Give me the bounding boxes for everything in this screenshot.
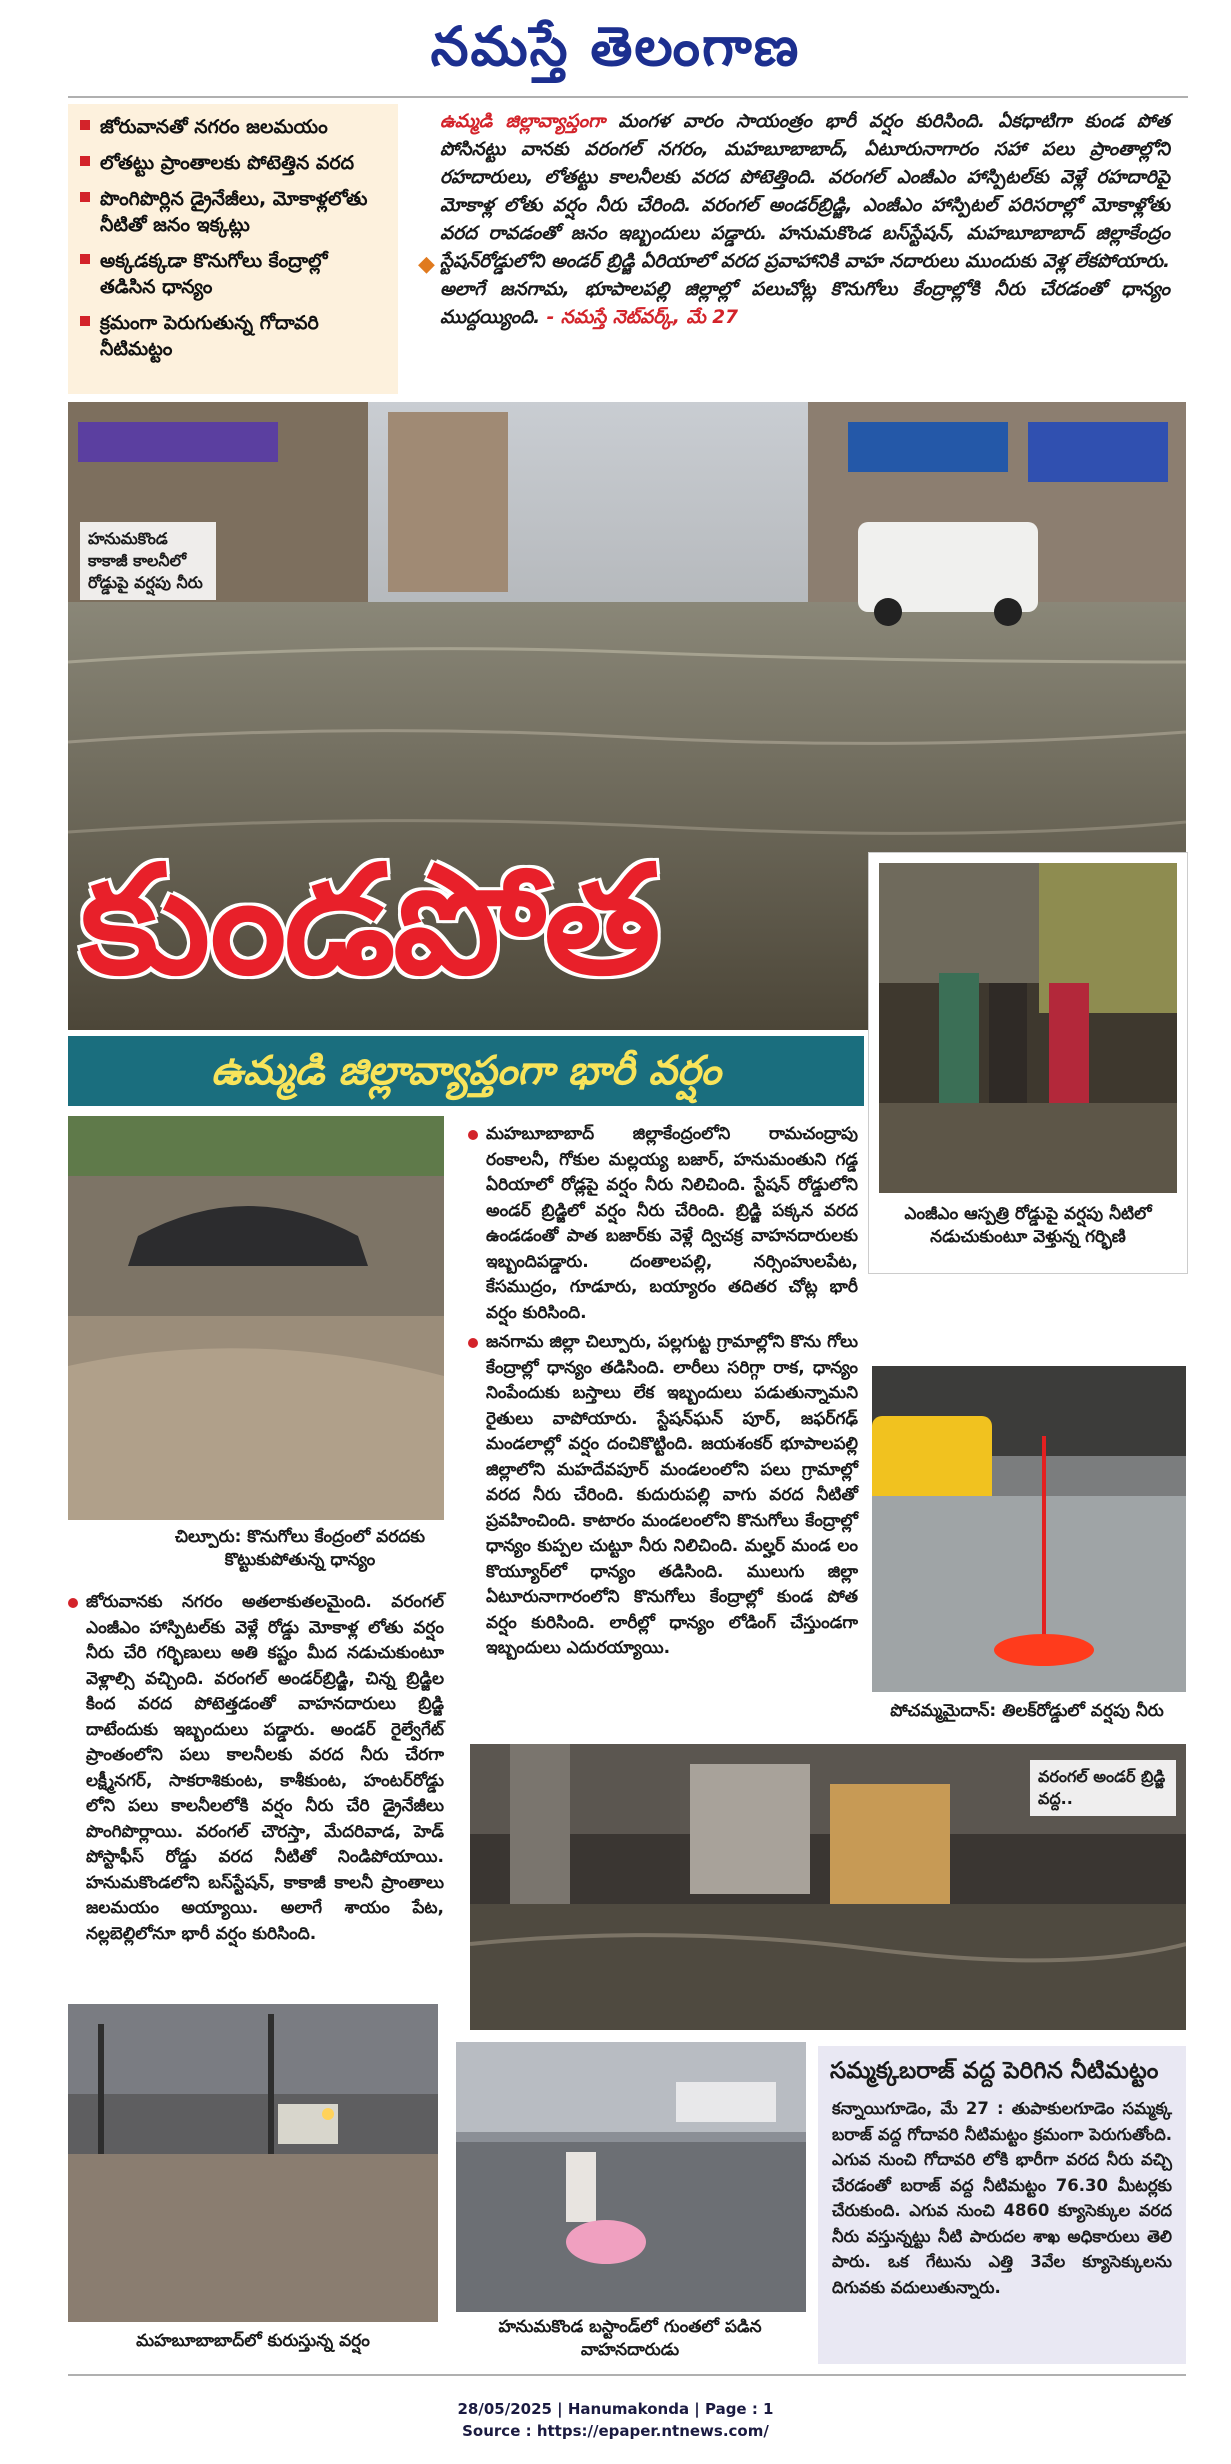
intro-lead: ఉమ్మడి జిల్లావ్యాప్తంగా bbox=[440, 111, 606, 132]
headline: కుండపోత bbox=[80, 832, 659, 1008]
bullet-icon bbox=[80, 316, 90, 326]
grain-photo-caption: చిల్పూరు: కొనుగోలు కేంద్రంలో వరదకు కొట్టుకుపోతున్న ధాన్యం bbox=[174, 1527, 426, 1570]
top-divider bbox=[68, 96, 1188, 98]
sidebox-title: సమ్మక్కబరాజ్ వద్ద పెరిగిన నీటిమట్టం bbox=[830, 2058, 1159, 2084]
highlight-item: క్రమంగా పెరుగుతున్న గోదావరి నీటిమట్టం bbox=[78, 310, 388, 362]
diamond-ornament-icon: ◆ bbox=[418, 252, 435, 277]
masthead bbox=[0, 0, 1231, 92]
bullet-icon bbox=[80, 120, 90, 130]
paragraph: జనగామ జిల్లా చిల్పూరు, పల్లగుట్ట గ్రామాల్లోని కొను గోలు కేంద్రాల్లో ధాన్యం తడిసింది. లారీలు సరిగ్గా రాక, ధాన్యం నింపేందుకు బస్తాలు లేక ఇబ్బందులు పడుతున్నామని రైతులు వాపోయారు. స్టేషన్‌ఘన్ పూర్, జఫర్‌గఢ్ మండలాల్లో వర్షం దంచికొట్టింది. జయశంకర్ భూపాలపల్లి జిల్లాలోని మహదేవపూర్ మండలంలోని పలు గ్రామాల్లో వరద నీరు చేరింది. కుదురుపల్లి వాగు వరద నీటితో ప్రవహించింది. కాటారం మండలంలోని కొనుగోలు కేంద్రాల్లో ధాన్యం కుప్పల చుట్టూ నీరు నిలిచింది. మల్హర్ మండ లం కొయ్యూర్‌లో ధాన్యం తడిసింది. ములుగు జిల్లా ఏటూరునాగారంలోని కొనుగోలు కేంద్రాల్లో కుండ పోత వర్షం కురిసింది. లారీల్లో ధాన్యం లోడింగ్ చేస్తుండగా ఇబ్బందులు ఎదురయ్యాయి. bbox=[468, 1330, 858, 1662]
subheadline-banner: ఉమ్మడి జిల్లావ్యాప్తంగా భారీ వర్షం bbox=[68, 1036, 864, 1106]
grain-heap-in-water-image bbox=[68, 1116, 444, 1520]
sammakka-barrage-box bbox=[818, 2046, 1186, 2364]
bullet-icon bbox=[68, 1598, 78, 1608]
bullet-icon bbox=[80, 192, 90, 202]
footer-date-edition: 28/05/2025 | Hanumakonda | Page : 1 bbox=[457, 2400, 774, 2418]
tilak-road-water-image bbox=[872, 1366, 1186, 1692]
mahabubabad-photo bbox=[68, 2004, 438, 2322]
mahabubabad-photo-caption: మహబూబాబాద్‌లో కురుస్తున్న వర్షం bbox=[136, 2331, 370, 2351]
busstand-photo bbox=[456, 2042, 806, 2312]
paragraph: జోరువానకు నగరం అతలాకుతలమైంది. వరంగల్ ఎంజీఎం హాస్పిటల్‌కు వెళ్లే రోడ్డు మోకాళ్ల లోతు వర్షం నీరు చేరి గర్భిణులు అతి కష్టం మీద నడుచుకుంటూ వెళ్లాల్సి వచ్చింది. వరంగల్ అండర్‌బ్రిడ్జి, చిన్న బ్రిడ్జిల కింద వరద పోటెత్తడంతో వాహనదారులు బ్రిడ్జి దాటేందుకు ఇబ్బందులు పడ్డారు. అండర్ రైల్వేగేట్ ప్రాంతంలోని పలు కాలనీలకు వరద నీరు చేరగా లక్ష్మీనగర్, సాకరాశికుంట, కాశీకుంట, హంటర్‌రోడ్డు లోని పలు కాలనీలలోకి వర్షం నీరు చేరి డ్రైనేజీలు పొంగిపొర్లాయి. వరంగల్ చౌరస్తా, మేదరివాడ, హెడ్ పోస్టాఫీస్ రోడ్డు వరద నీటితో నిండిపోయాయి. హనుమకొండలోని బస్‌స్టేషన్, కాకాజీ కాలనీ ప్రాంతాలు జలమయం అయ్యాయి. అలాగే శాయం పేట, నల్లబెల్లిలోనూ భారీ వర్షం కురిసింది. bbox=[68, 1590, 444, 1947]
intro-body: మంగళ వారం సాయంత్రం భారీ వర్షం కురిసింది. ఏకధాటిగా కుండ పోత పోసినట్టు వానకు వరంగల్ నగరం, మహబూబాబాద్, ఏటూరునాగారం సహా పలు ప్రాంతాల్లోని రహదారులు, లోతట్టు కాలనీలకు వరద పోటెత్తింది. వరంగల్ ఎంజీఎం హాస్పిటల్‌కు వెళ్లే రహదారిపై మోకాళ్ల లోతు వర్షం నీరు చేరింది. వరంగల్ అండర్‌బ్రిడ్జి, ఎంజీఎం హాస్పిటల్ పరిసరాల్లో మోకాళ్లోతు వరద రావడంతో జనం ఇబ్బందులు పడ్డారు. హనుమకొండ బస్‌స్టేషన్, మహబూబాబాద్ జిల్లాకేంద్రం స్టేషన్‌రోడ్డులోని అండర్ బ్రిడ్జి ఏరియాలో వరద ప్రవాహానికి వాహ నదారులు ముందుకు వెళ్ల లేకపోయారు. అలాగే జనగామ, భూపాలపల్లి జిల్లాల్లో పలుచోట్ల కొనుగోలు కేంద్రాల్లోకి నీరు చేరడంతో ధాన్యం ముద్దయ్యింది. bbox=[440, 111, 1170, 328]
middle-column-text bbox=[468, 1122, 858, 1742]
pochamma-photo-caption: పోచమ్మమైదాన్: తిలక్‌రోడ్డులో వర్షపు నీరు bbox=[890, 1701, 1164, 1721]
underbridge-photo-caption: వరంగల్ అండర్ బ్రిడ్జి వద్ద.. bbox=[1030, 1760, 1176, 1816]
pedestrians-in-water-image bbox=[879, 863, 1177, 1193]
footer bbox=[0, 2398, 1231, 2442]
highlight-item: పొంగిపొర్లిన డ్రైనేజీలు, మోకాళ్లలోతు నీటితో జనం ఇక్కట్లు bbox=[78, 186, 388, 238]
sidebox-body: కన్నాయిగూడెం, మే 27 : తుపాకులగూడెం సమ్మక్క బరాజ్ వద్ద గోదావరి నీటిమట్టం క్రమంగా పెరుగుతోంది. ఎగువ నుంచి గోదావరి లోకి భారీగా వరద నీరు వచ్చి చేరడంతో బరాజ్ వద్ద నీటిమట్టం 76.30 మీటర్లకు చేరుకుంది. ఎగువ నుంచి 4860 క్యూసెక్కుల వరద నీరు వస్తున్నట్టు నీటి పారుదల శాఖ అధికారులు తెలి పారు. ఒక గేటును ఎత్తి 3వేల క్యూసెక్కులను దిగువకు వదులుతున్నారు. bbox=[832, 2099, 1172, 2297]
bullet-icon bbox=[468, 1338, 478, 1348]
footer-source: Source : https://epaper.ntnews.com/ bbox=[462, 2422, 769, 2440]
intro-signature: - నమస్తే నెట్‌వర్క్, మే 27 bbox=[546, 307, 739, 328]
mgm-photo-card bbox=[868, 852, 1188, 1274]
newspaper-title: నమస్తే తెలంగాణ bbox=[430, 14, 801, 78]
highlight-item: జోరువానతో నగరం జలమయం bbox=[78, 114, 388, 140]
bullet-icon bbox=[468, 1130, 478, 1140]
bullet-icon bbox=[80, 254, 90, 264]
left-column-text bbox=[68, 1590, 444, 1990]
rain-traffic-image bbox=[68, 2004, 438, 2322]
bullet-icon bbox=[80, 156, 90, 166]
mgm-photo-caption: ఎంజీఎం ఆస్పత్రి రోడ్డుపై వర్షపు నీటిలో నడుచుకుంటూ వెళ్తున్న గర్భిణి bbox=[904, 1204, 1152, 1247]
grain-photo bbox=[68, 1116, 444, 1520]
highlight-item: అక్కడక్కడా కొనుగోలు కేంద్రాల్లో తడిసిన ధాన్యం bbox=[78, 248, 388, 300]
fallen-rider-image bbox=[456, 2042, 806, 2312]
footer-divider bbox=[68, 2374, 1186, 2376]
highlights-box bbox=[68, 104, 398, 394]
intro-paragraph bbox=[440, 108, 1170, 388]
pochamma-photo bbox=[872, 1366, 1186, 1692]
paragraph: మహబూబాబాద్ జిల్లాకేంద్రంలోని రామచంద్రాపు రంకాలనీ, గోకుల మల్లయ్య బజార్, హనుమంతుని గడ్డ ఏరియాలో రోడ్లపై వర్షం నీరు నిలిచింది. స్టేషన్ రోడ్డులోని అండర్ బ్రిడ్జిలో వర్షం నీరు చేరింది. బ్రిడ్జి పక్కన వరద ఉండడంతో పాత బజార్‌కు వెళ్లే ద్విచక్ర వాహనదారులకు ఇబ్బందిపడ్డారు. దంతాలపల్లి, నర్సింహులపేట, కేసముద్రం, గూడూరు, బయ్యారం తదితర చోట్ల భారీ వర్షం కురిసింది. bbox=[468, 1122, 858, 1326]
hero-photo-caption: హనుమకొండ కాకాజీ కాలనీలో రోడ్డుపై వర్షపు నీరు bbox=[80, 522, 216, 600]
busstand-photo-caption: హనుమకొండ బస్టాండ్‌లో గుంతలో పడిన వాహనదారుడు bbox=[498, 2317, 762, 2360]
highlight-item: లోతట్టు ప్రాంతాలకు పోటెత్తిన వరద bbox=[78, 150, 388, 176]
mgm-road-photo bbox=[879, 863, 1177, 1193]
underbridge-photo bbox=[470, 1744, 1186, 2030]
